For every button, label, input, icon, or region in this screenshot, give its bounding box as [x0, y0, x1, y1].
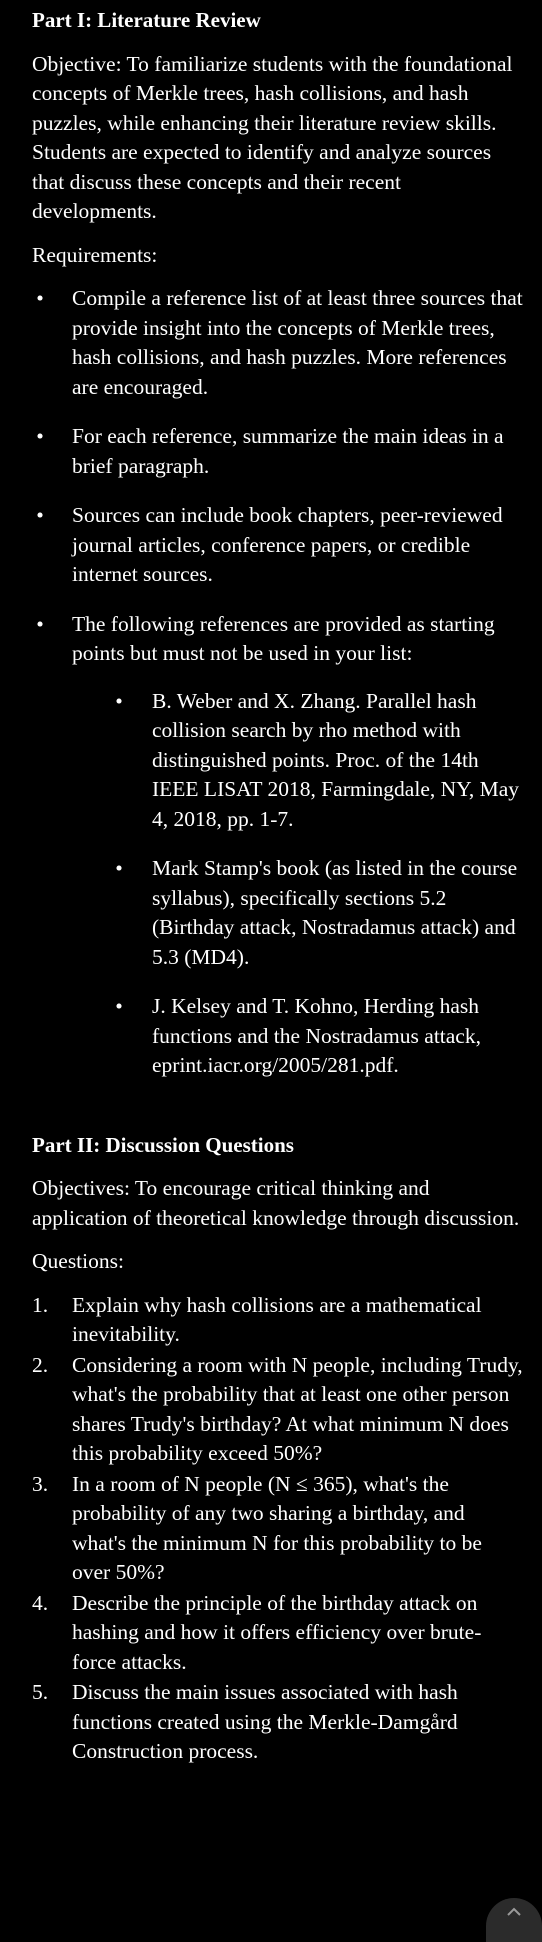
- question-item: [32, 1291, 524, 1350]
- question-item: [32, 1470, 524, 1588]
- part2-objectives: Objectives: To encourage critical thinking and application of theoretical knowledge through discussion.: [32, 1176, 520, 1230]
- questions-label: Questions:: [32, 1249, 124, 1273]
- section-spacer: [32, 1101, 524, 1131]
- question-number: 2.: [32, 1352, 49, 1377]
- requirement-text: The following references are provided as starting points but must not be used in your list:: [72, 611, 495, 665]
- question-text: Describe the principle of the birthday attack on hashing and how it offers efficiency over brute-force attacks.: [72, 1590, 482, 1674]
- bullet-icon: •: [115, 856, 123, 880]
- part1-objective: Objective: To familiarize students with the foundational concepts of Merkle trees, hash collisions, and hash puzzles, while enhancing their literature review skills. Students are expected to identify and analyze sources that discuss these concepts and their recent developments.: [32, 51, 513, 223]
- reference-list: [72, 687, 524, 1081]
- chevron-up-icon: [506, 1906, 522, 1918]
- bullet-icon: •: [115, 994, 123, 1018]
- question-number: 5.: [32, 1680, 49, 1704]
- bullet-icon: •: [36, 503, 44, 527]
- requirements-label: Requirements:: [32, 242, 158, 267]
- reference-item: [72, 854, 524, 972]
- question-number: 4.: [32, 1590, 49, 1615]
- part2-heading: Part II: Discussion Questions: [32, 1132, 294, 1157]
- requirement-item: [32, 501, 524, 590]
- question-text: Explain why hash collisions are a mathematical inevitability.: [72, 1292, 482, 1346]
- question-text: Considering a room with N people, including Trudy, what's the probability that at least one other person shares Trudy's birthday? At what minimum N does this probability exceed 50%?: [72, 1352, 523, 1465]
- reference-text: B. Weber and X. Zhang. Parallel hash collision search by rho method with distinguished points. Proc. of the 14th IEEE LISAT 2018, Farmingdale, NY, May 4, 2018, pp. 1-7.: [152, 688, 520, 831]
- requirement-text: Sources can include book chapters, peer-reviewed journal articles, conference papers, or credible internet sources.: [72, 503, 503, 586]
- part1-heading: Part I: Literature Review: [32, 8, 261, 32]
- reference-text: Mark Stamp's book (as listed in the course syllabus), specifically sections 5.2 (Birthday attack, Nostradamus attack) and 5.3 (MD4).: [152, 856, 518, 969]
- bullet-icon: •: [115, 688, 123, 713]
- reference-item: [72, 992, 524, 1081]
- questions-list: [32, 1291, 524, 1767]
- question-number: 3.: [32, 1471, 49, 1496]
- requirement-text: Compile a reference list of at least three sources that provide insight into the concepts of Merkle trees, hash collisions, and hash puzzles. More references are encouraged.: [72, 286, 523, 399]
- question-item: [32, 1351, 524, 1469]
- bullet-icon: •: [36, 424, 44, 448]
- scroll-to-top-button[interactable]: [486, 1898, 542, 1942]
- bullet-icon: •: [36, 286, 44, 310]
- requirement-item: [32, 284, 524, 402]
- requirement-item: [32, 610, 524, 1081]
- bullet-icon: •: [36, 611, 44, 636]
- question-number: 1.: [32, 1292, 49, 1317]
- question-text: Discuss the main issues associated with hash functions created using the Merkle-Damgård Construction process.: [72, 1680, 458, 1763]
- requirement-text: For each reference, summarize the main ideas in a brief paragraph.: [72, 424, 504, 478]
- question-item: [32, 1589, 524, 1678]
- reference-text: J. Kelsey and T. Kohno, Herding hash functions and the Nostradamus attack, eprint.iacr.org/2005/281.pdf.: [152, 994, 481, 1077]
- question-text: In a room of N people (N ≤ 365), what's the probability of any two sharing a birthday, and what's the minimum N for this probability to be over 50%?: [72, 1471, 482, 1584]
- reference-item: [72, 687, 524, 835]
- requirement-item: [32, 422, 524, 481]
- requirements-list: [32, 284, 524, 1081]
- question-item: [32, 1678, 524, 1767]
